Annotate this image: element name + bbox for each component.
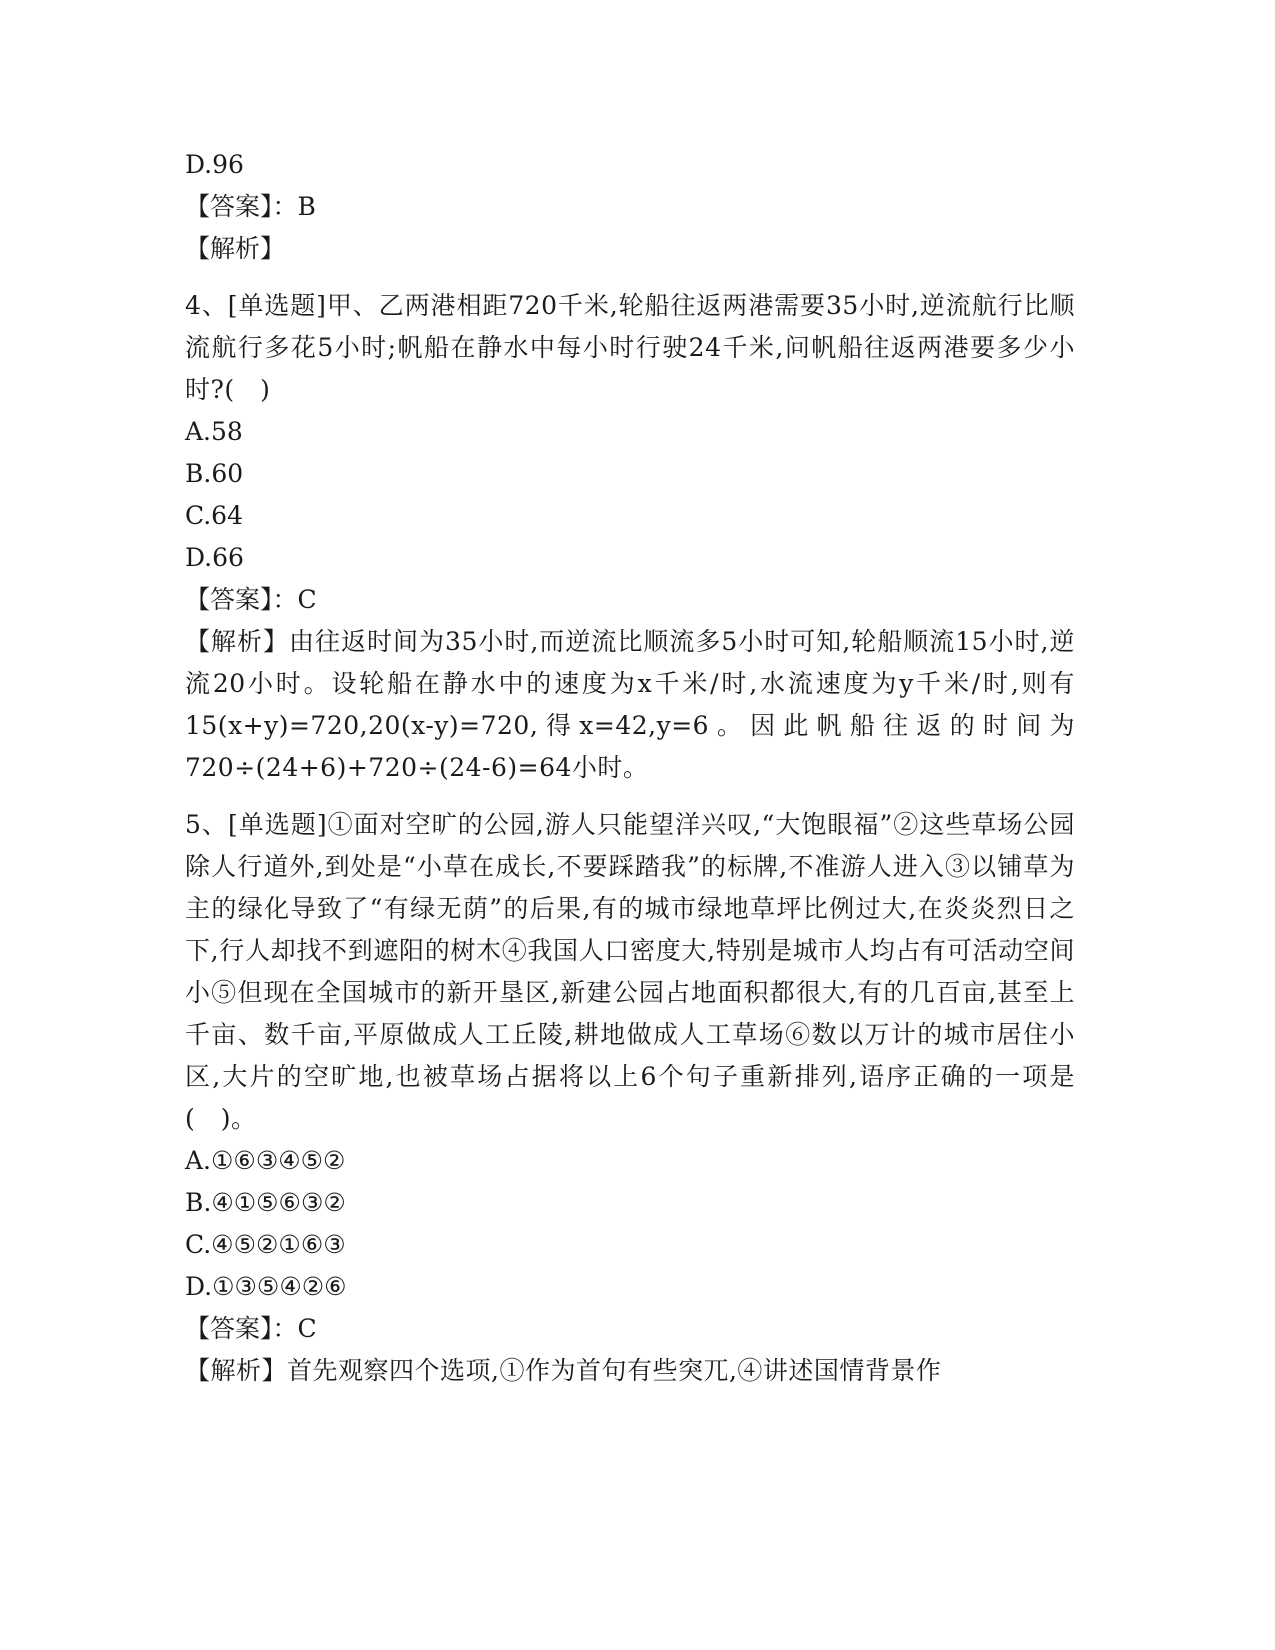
q5-answer: 【答案】：C [185, 1314, 317, 1343]
q4-option-a: A.58 [185, 417, 243, 446]
q5-option-c: C.④⑤②①⑥③ [185, 1230, 346, 1259]
q5-option-b: B.④①⑤⑥③② [185, 1188, 346, 1217]
q4-answer: 【答案】：C [185, 585, 317, 614]
q5-option-d: D.①③⑤④②⑥ [185, 1272, 347, 1301]
q5-analysis: 【解析】首先观察四个选项,①作为首句有些突兀,④讲述国情背景作 [185, 1356, 942, 1385]
q5-option-a: A.①⑥③④⑤② [185, 1146, 346, 1175]
q3-answer: 【答案】：B [185, 192, 316, 221]
document-content [185, 144, 1075, 1392]
q5-stem: 5、[单选题]①面对空旷的公园,游人只能望洋兴叹,“大饱眼福”②这些草场公园除人行道外,到处是“小草在成长,不要踩踏我”的标牌,不准游人进入③以铺草为主的绿化导致了“有绿无荫”的后果,有的城市绿地草坪比例过大,在炎炎烈日之下,行人却找不到遮阳的树木④我国人口密度大,特别是城市人均占有可活动空间小⑤但现在全国城市的新开垦区,新建公园占地面积都很大,有的几百亩,甚至上千亩、数千亩,平原做成人工丘陵,耕地做成人工草场⑥数以万计的城市居住小区,大片的空旷地,也被草场占据将以上6个句子重新排列,语序正确的一项是( )。 [185, 810, 1075, 1133]
q4-option-c: C.64 [185, 501, 243, 530]
q4-option-b: B.60 [185, 459, 244, 488]
q3-analysis: 【解析】 [185, 234, 286, 263]
q4-analysis: 【解析】由往返时间为35小时,而逆流比顺流多5小时可知,轮船顺流15小时,逆流20小时。设轮船在静水中的速度为x千米/时,水流速度为y千米/时,则有15(x+y)=720,20(x-y)=720,得x=42,y=6。因此帆船往返的时间为720÷(24+6)+720÷(24-6)=64小时。 [185, 627, 1075, 782]
q4-option-d: D.66 [185, 543, 244, 572]
q3-option-d: D.96 [185, 150, 244, 179]
q4-stem: 4、[单选题]甲、乙两港相距720千米,轮船往返两港需要35小时,逆流航行比顺流航行多花5小时;帆船在静水中每小时行驶24千米,问帆船往返两港要多少小时?( ) [185, 291, 1075, 404]
